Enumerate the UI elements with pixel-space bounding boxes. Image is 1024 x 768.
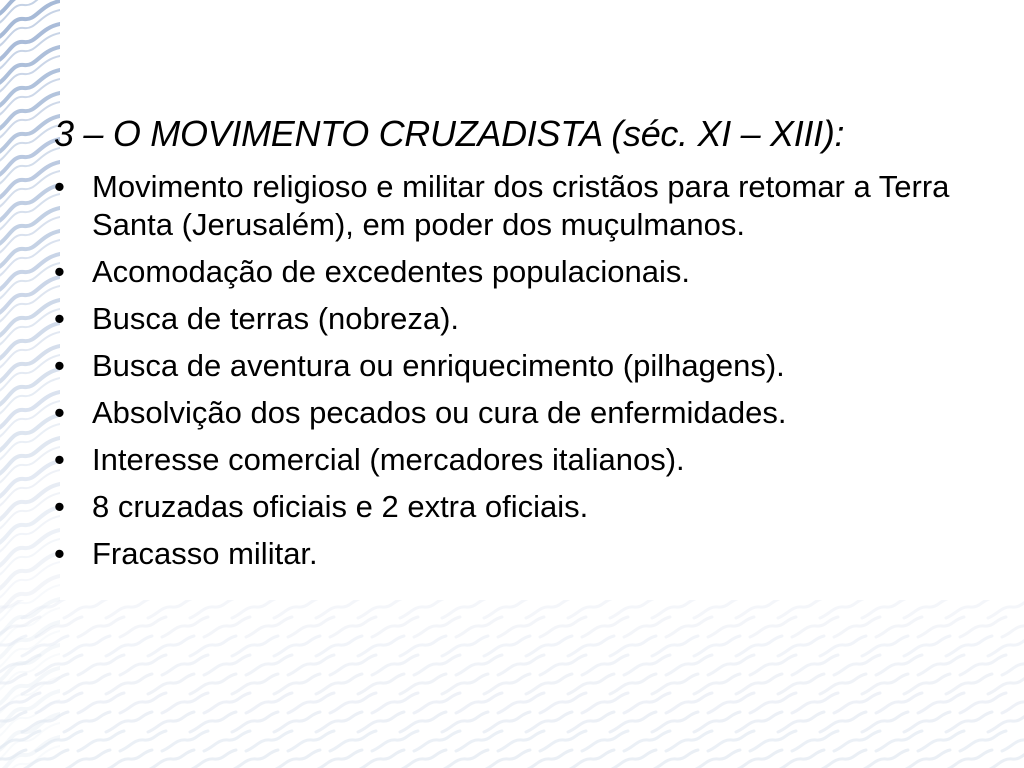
wave-stroke	[960, 731, 1006, 751]
wave-stroke	[1002, 617, 1024, 637]
wave-stroke	[204, 617, 250, 637]
wave-stroke	[904, 750, 950, 768]
wave-stroke	[610, 750, 656, 768]
wave-stroke	[624, 655, 670, 675]
wave-stroke	[204, 655, 250, 675]
wave-stroke	[694, 750, 740, 768]
bullet-item	[54, 394, 954, 432]
wave-stroke	[876, 655, 922, 675]
wave-stroke	[330, 693, 376, 713]
wave-stroke	[526, 636, 572, 656]
bullet-dot: •	[54, 536, 65, 571]
wave-stroke	[442, 674, 488, 694]
wave-stroke	[484, 712, 530, 732]
wave-stroke	[372, 617, 418, 637]
bullet-item	[54, 300, 954, 338]
wave-stroke	[988, 674, 1024, 694]
wave-pattern-bottom	[0, 600, 1024, 768]
wave-stroke	[190, 600, 236, 618]
wave-stroke	[624, 693, 670, 713]
wave-stroke	[78, 693, 124, 713]
wave-stroke	[148, 674, 194, 694]
wave-stroke	[120, 693, 166, 713]
wave-stroke	[78, 731, 124, 751]
wave-stroke	[750, 693, 796, 713]
wave-stroke	[736, 674, 782, 694]
wave-stroke	[778, 600, 824, 618]
wave-stroke	[624, 617, 670, 637]
bullet-dot: •	[54, 301, 65, 336]
wave-stroke	[792, 731, 838, 751]
wave-stroke	[22, 636, 68, 656]
wave-stroke	[778, 674, 824, 694]
wave-stroke	[652, 600, 698, 618]
wave-stroke	[960, 693, 1006, 713]
wave-stroke	[0, 731, 40, 751]
wave-stroke	[652, 636, 698, 656]
wave-stroke	[400, 600, 446, 618]
bullet-item	[54, 488, 954, 526]
wave-stroke	[484, 674, 530, 694]
wave-stroke	[540, 693, 586, 713]
wave-stroke	[64, 674, 110, 694]
wave-stroke	[540, 617, 586, 637]
wave-stroke	[400, 750, 446, 768]
wave-stroke	[232, 674, 278, 694]
wave-stroke	[246, 655, 292, 675]
wave-stroke	[246, 617, 292, 637]
wave-stroke	[106, 750, 152, 768]
wave-stroke	[904, 636, 950, 656]
wave-stroke	[232, 712, 278, 732]
wave-stroke	[330, 655, 376, 675]
wave-stroke	[750, 731, 796, 751]
wave-stroke	[330, 617, 376, 637]
wave-stroke	[190, 712, 236, 732]
wave-stroke	[162, 655, 208, 675]
wave-stroke	[358, 750, 404, 768]
wave-stroke	[0, 655, 40, 675]
wave-stroke	[414, 617, 460, 637]
wave-stroke	[960, 655, 1006, 675]
wave-stroke	[778, 712, 824, 732]
wave-stroke	[190, 636, 236, 656]
wave-stroke	[820, 600, 866, 618]
wave-stroke	[568, 750, 614, 768]
wave-stroke	[232, 750, 278, 768]
wave-stroke	[36, 731, 82, 751]
wave-stroke	[918, 693, 964, 713]
wave-stroke	[442, 636, 488, 656]
wave-stroke	[456, 693, 502, 713]
wave-stroke	[106, 636, 152, 656]
wave-stroke	[946, 750, 992, 768]
wave-stroke	[834, 693, 880, 713]
wave-stroke	[330, 731, 376, 751]
wave-stroke	[876, 617, 922, 637]
bullet-text: Busca de aventura ou enriquecimento (pilhagens).	[92, 348, 785, 383]
wave-stroke	[498, 617, 544, 637]
wave-stroke	[666, 693, 712, 713]
wave-stroke	[316, 750, 362, 768]
wave-stroke	[456, 617, 502, 637]
wave-stroke	[904, 712, 950, 732]
wave-stroke	[946, 712, 992, 732]
wave-stroke	[162, 617, 208, 637]
wave-stroke	[834, 731, 880, 751]
wave-stroke	[610, 674, 656, 694]
wave-stroke	[918, 617, 964, 637]
wave-stroke	[64, 750, 110, 768]
wave-stroke	[0, 617, 40, 637]
wave-stroke	[0, 750, 26, 768]
wave-stroke	[442, 750, 488, 768]
wave-stroke	[0, 636, 26, 656]
wave-stroke	[0, 712, 26, 732]
wave-stroke	[36, 693, 82, 713]
wave-stroke	[246, 693, 292, 713]
slide-title: 3 – O MOVIMENTO CRUZADISTA (séc. XI – XIII):	[54, 113, 845, 154]
wave-stroke	[582, 693, 628, 713]
wave-stroke	[162, 693, 208, 713]
wave-stroke	[414, 693, 460, 713]
wave-stroke	[904, 674, 950, 694]
wave-stroke	[400, 674, 446, 694]
wave-stroke	[316, 674, 362, 694]
wave-stroke	[484, 636, 530, 656]
wave-stroke	[988, 712, 1024, 732]
wave-stroke	[540, 731, 586, 751]
wave-stroke	[988, 600, 1024, 618]
wave-stroke	[526, 600, 572, 618]
wave-stroke	[358, 600, 404, 618]
wave-stroke	[736, 600, 782, 618]
wave-stroke	[498, 655, 544, 675]
wave-stroke	[106, 674, 152, 694]
wave-stroke	[988, 750, 1024, 768]
bullet-text: 8 cruzadas oficiais e 2 extra oficiais.	[92, 489, 589, 524]
wave-stroke	[610, 600, 656, 618]
wave-stroke	[708, 731, 754, 751]
wave-stroke	[106, 600, 152, 618]
wave-stroke	[204, 731, 250, 751]
wave-stroke	[792, 693, 838, 713]
wave-stroke	[0, 693, 40, 713]
wave-stroke	[358, 636, 404, 656]
wave-stroke	[162, 731, 208, 751]
bullet-dot: •	[54, 489, 65, 524]
wave-stroke	[22, 674, 68, 694]
wave-stroke	[484, 600, 530, 618]
wave-stroke	[946, 674, 992, 694]
bullet-list	[54, 168, 954, 582]
wave-stroke	[274, 600, 320, 618]
wave-stroke	[78, 655, 124, 675]
wave-stroke	[246, 731, 292, 751]
wave-stroke	[64, 600, 110, 618]
wave-stroke	[708, 617, 754, 637]
wave-stroke	[484, 750, 530, 768]
wave-stroke	[274, 712, 320, 732]
wave-stroke	[904, 600, 950, 618]
wave-stroke	[148, 600, 194, 618]
wave-stroke	[820, 712, 866, 732]
wave-stroke	[736, 712, 782, 732]
wave-stroke	[750, 617, 796, 637]
wave-stroke	[148, 712, 194, 732]
wave-stroke	[0, 600, 26, 618]
bullet-dot: •	[54, 169, 65, 204]
wave-stroke	[708, 693, 754, 713]
wave-stroke	[568, 712, 614, 732]
wave-stroke	[582, 617, 628, 637]
wave-stroke	[652, 674, 698, 694]
bullet-item	[54, 168, 954, 244]
wave-stroke	[148, 636, 194, 656]
wave-stroke	[22, 600, 68, 618]
wave-stroke	[120, 655, 166, 675]
wave-stroke	[288, 693, 334, 713]
wave-stroke	[456, 731, 502, 751]
wave-stroke	[106, 712, 152, 732]
wave-stroke	[946, 600, 992, 618]
bullet-dot: •	[54, 395, 65, 430]
wave-stroke	[526, 712, 572, 732]
wave-stroke	[0, 674, 26, 694]
wave-stroke	[694, 636, 740, 656]
wave-stroke	[372, 731, 418, 751]
wave-stroke	[736, 636, 782, 656]
wave-stroke	[64, 712, 110, 732]
wave-stroke	[274, 674, 320, 694]
wave-stroke	[862, 600, 908, 618]
wave-stroke	[876, 693, 922, 713]
wave-stroke	[918, 655, 964, 675]
wave-stroke	[778, 636, 824, 656]
wave-stroke	[78, 617, 124, 637]
wave-stroke	[652, 712, 698, 732]
wave-stroke	[498, 731, 544, 751]
bullet-dot: •	[54, 348, 65, 383]
wave-stroke	[750, 655, 796, 675]
wave-stroke	[22, 712, 68, 732]
wave-stroke	[862, 712, 908, 732]
wave-stroke	[414, 731, 460, 751]
wave-stroke	[778, 750, 824, 768]
bullet-item	[54, 347, 954, 385]
wave-stroke	[876, 731, 922, 751]
wave-stroke	[582, 655, 628, 675]
wave-stroke	[862, 750, 908, 768]
wave-stroke	[834, 617, 880, 637]
bullet-text: Movimento religioso e militar dos cristãos para retomar a Terra Santa (Jerusalém), em poder dos muçulmanos.	[92, 169, 950, 242]
wave-stroke	[372, 693, 418, 713]
wave-stroke	[526, 750, 572, 768]
wave-stroke	[190, 674, 236, 694]
wave-stroke	[288, 655, 334, 675]
wave-stroke	[204, 693, 250, 713]
wave-stroke	[190, 750, 236, 768]
wave-stroke	[946, 636, 992, 656]
wave-stroke	[736, 750, 782, 768]
wave-stroke	[708, 655, 754, 675]
wave-stroke	[274, 750, 320, 768]
wave-stroke	[694, 674, 740, 694]
wave-stroke	[148, 750, 194, 768]
wave-stroke	[862, 636, 908, 656]
wave-stroke	[1002, 693, 1024, 713]
wave-stroke	[610, 712, 656, 732]
bullet-item	[54, 253, 954, 291]
wave-stroke	[64, 636, 110, 656]
wave-stroke	[400, 636, 446, 656]
wave-stroke	[498, 693, 544, 713]
bullet-dot: •	[54, 254, 65, 289]
wave-stroke	[694, 712, 740, 732]
bullet-dot: •	[54, 442, 65, 477]
bullet-text: Interesse comercial (mercadores italianos).	[92, 442, 685, 477]
wave-stroke	[442, 712, 488, 732]
wave-stroke	[666, 617, 712, 637]
wave-stroke	[456, 655, 502, 675]
wave-stroke	[792, 617, 838, 637]
wave-stroke	[120, 731, 166, 751]
wave-stroke	[652, 750, 698, 768]
wave-stroke	[820, 636, 866, 656]
wave-stroke	[540, 655, 586, 675]
wave-stroke	[568, 636, 614, 656]
wave-stroke	[288, 731, 334, 751]
bullet-text: Fracasso militar.	[92, 536, 318, 571]
wave-stroke	[1002, 655, 1024, 675]
wave-stroke	[120, 617, 166, 637]
wave-stroke	[232, 636, 278, 656]
wave-stroke	[666, 731, 712, 751]
wave-stroke	[232, 600, 278, 618]
wave-stroke	[414, 655, 460, 675]
wave-stroke	[358, 674, 404, 694]
wave-stroke	[834, 655, 880, 675]
wave-stroke	[792, 655, 838, 675]
wave-stroke	[316, 600, 362, 618]
wave-stroke	[624, 731, 670, 751]
wave-stroke	[22, 750, 68, 768]
bullet-item	[54, 535, 954, 573]
wave-stroke	[820, 750, 866, 768]
wave-stroke	[372, 655, 418, 675]
wave-stroke	[610, 636, 656, 656]
wave-stroke	[288, 617, 334, 637]
wave-stroke	[1002, 731, 1024, 751]
wave-stroke	[918, 731, 964, 751]
wave-stroke	[442, 600, 488, 618]
wave-stroke	[862, 674, 908, 694]
wave-stroke	[526, 674, 572, 694]
wave-stroke	[400, 712, 446, 732]
wave-stroke	[316, 712, 362, 732]
wave-stroke	[960, 617, 1006, 637]
wave-stroke	[316, 636, 362, 656]
wave-stroke	[820, 674, 866, 694]
wave-stroke	[666, 655, 712, 675]
wave-stroke	[274, 636, 320, 656]
bullet-text: Absolvição dos pecados ou cura de enfermidades.	[92, 395, 787, 430]
wave-stroke	[36, 655, 82, 675]
bullet-item	[54, 441, 954, 479]
wave-stroke	[36, 617, 82, 637]
bullet-text: Busca de terras (nobreza).	[92, 301, 460, 336]
wave-stroke	[582, 731, 628, 751]
bullet-text: Acomodação de excedentes populacionais.	[92, 254, 691, 289]
wave-stroke	[694, 600, 740, 618]
wave-stroke	[568, 600, 614, 618]
wave-stroke	[568, 674, 614, 694]
wave-stroke	[988, 636, 1024, 656]
wave-stroke	[358, 712, 404, 732]
